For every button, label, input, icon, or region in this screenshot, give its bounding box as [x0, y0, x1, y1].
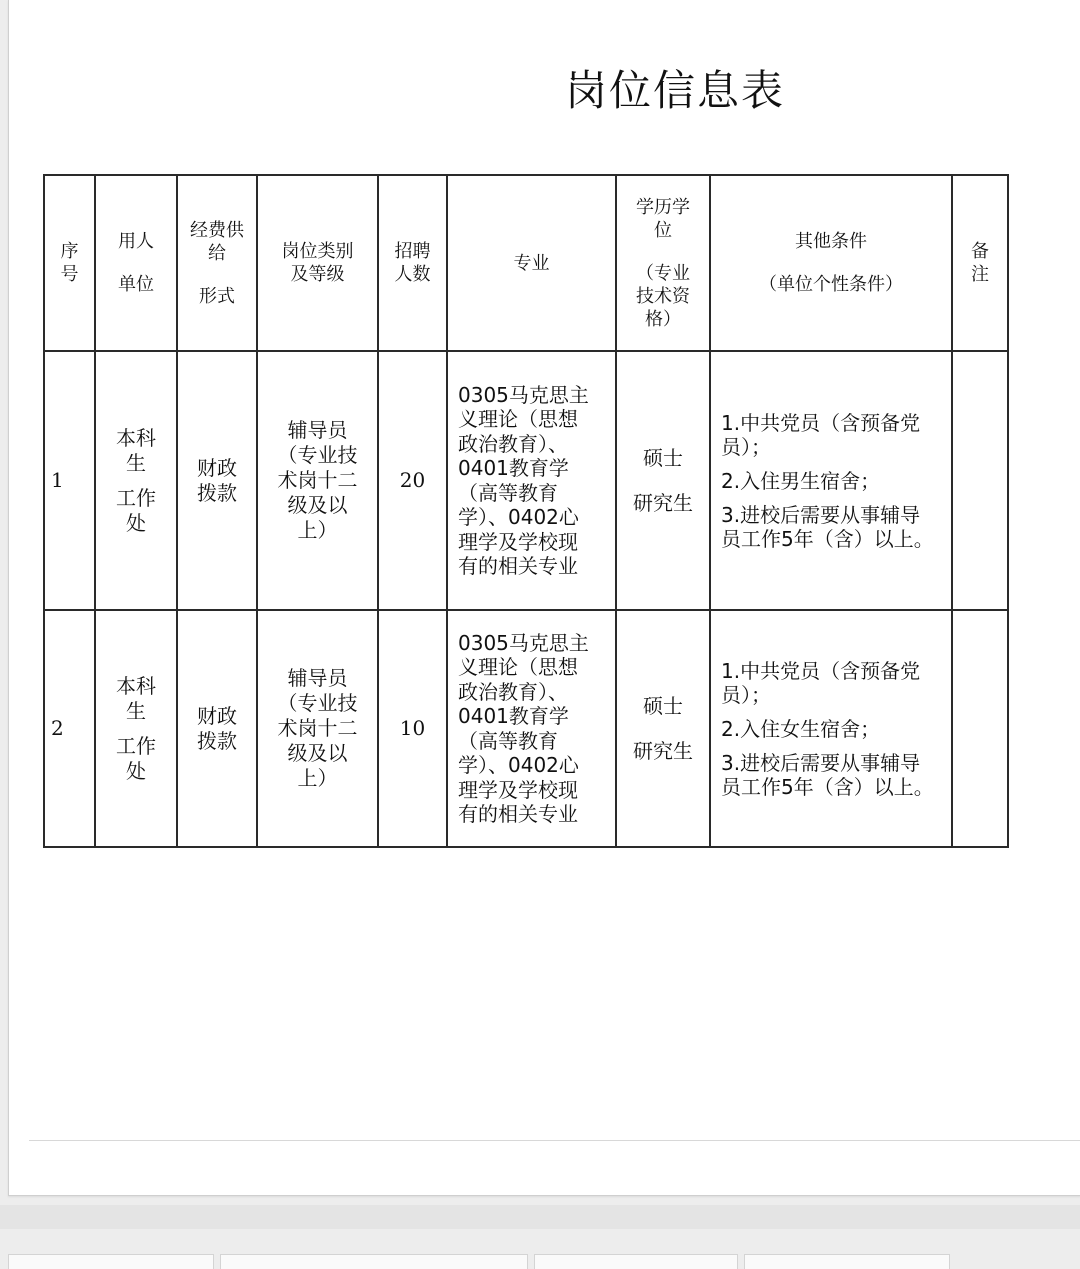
bottom-tab[interactable] [744, 1254, 950, 1269]
document-page [8, 0, 1080, 1196]
document-title: 岗位信息表 [565, 66, 786, 115]
position-info-table [43, 174, 1009, 848]
condition-item: 3.进校后需要从事辅导员工作5年（含）以上。 [721, 750, 934, 799]
header-other-conditions: 其他条件 （单位个性条件） [710, 175, 952, 351]
condition-item: 3.进校后需要从事辅导员工作5年（含）以上。 [721, 502, 934, 551]
table-row [44, 351, 1008, 610]
cell-count: 10 [378, 610, 447, 847]
bottom-tab[interactable] [534, 1254, 738, 1269]
cell-category: 辅导员 （专业技 术岗十二 级及以 上） [257, 351, 378, 610]
condition-item: 1.中共党员（含预备党员）； [721, 658, 921, 707]
header-unit: 用人 单位 [95, 175, 177, 351]
header-category: 岗位类别 及等级 [257, 175, 378, 351]
table-header-row [44, 175, 1008, 351]
page-footer-divider [29, 1140, 1080, 1141]
cell-major: 0305马克思主 义理论（思想 政治教育）、 0401教育学 （高等教育 学）、0402心 理学及学校现 有的相关专业 [447, 351, 616, 610]
cell-remark [952, 610, 1008, 847]
header-seq: 序 号 [44, 175, 95, 351]
condition-item: 1.中共党员（含预备党员）； [721, 410, 921, 459]
cell-degree: 硕士 研究生 [616, 351, 710, 610]
header-funding: 经费供 给 形式 [177, 175, 257, 351]
cell-degree: 硕士 研究生 [616, 610, 710, 847]
condition-item: 2.入住男生宿舍； [721, 468, 881, 493]
cell-count: 20 [378, 351, 447, 610]
cell-remark [952, 351, 1008, 610]
header-major: 专业 [447, 175, 616, 351]
bottom-tab[interactable] [8, 1254, 214, 1269]
condition-item: 2.入住女生宿舍； [721, 716, 881, 741]
header-degree: 学历学 位 （专业 技术资 格） [616, 175, 710, 351]
bottom-scroll-tray[interactable] [0, 1205, 1080, 1229]
cell-conditions [710, 351, 952, 610]
cell-major: 0305马克思主 义理论（思想 政治教育）、 0401教育学 （高等教育 学）、0402心 理学及学校现 有的相关专业 [447, 610, 616, 847]
table-row [44, 610, 1008, 847]
header-count: 招聘 人数 [378, 175, 447, 351]
cell-funding: 财政 拨款 [177, 610, 257, 847]
cell-unit: 本科 生 工作 处 [95, 351, 177, 610]
cell-seq: 2 [44, 610, 95, 847]
cell-unit: 本科 生 工作 处 [95, 610, 177, 847]
bottom-tab[interactable] [220, 1254, 528, 1269]
cell-category: 辅导员 （专业技 术岗十二 级及以 上） [257, 610, 378, 847]
header-remark: 备 注 [952, 175, 1008, 351]
cell-seq: 1 [44, 351, 95, 610]
cell-funding: 财政 拨款 [177, 351, 257, 610]
cell-conditions [710, 610, 952, 847]
